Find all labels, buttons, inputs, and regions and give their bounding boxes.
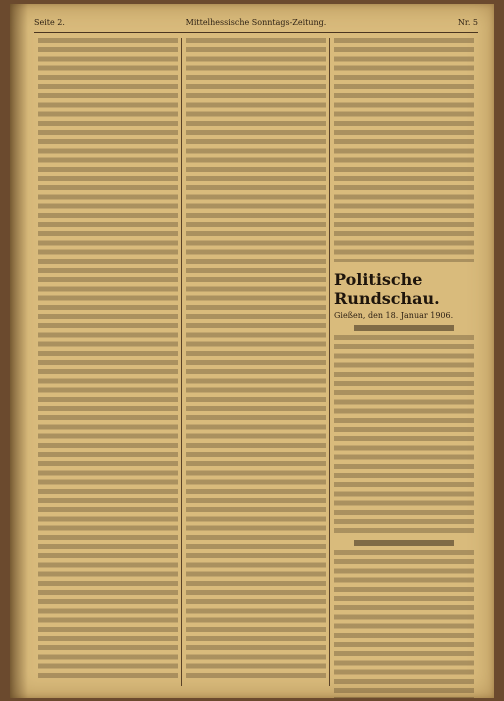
issue-number: Nr. 5	[457, 18, 478, 27]
subheading-placeholder	[354, 540, 454, 546]
column-rule	[329, 38, 330, 686]
text-block-placeholder	[38, 38, 178, 682]
page-header	[34, 16, 478, 33]
column-right	[334, 38, 474, 686]
newspaper-page	[10, 4, 494, 698]
dateline: Gießen, den 18. Januar 1906.	[334, 311, 454, 320]
page-number: Seite 2.	[34, 18, 65, 27]
section-title: Politische Rundschau.	[334, 270, 440, 308]
column-rule	[181, 38, 182, 686]
paper-title: Mittelhessische Sonntags-Zeitung.	[185, 18, 327, 27]
column-middle	[186, 38, 326, 686]
text-block-placeholder	[334, 335, 474, 535]
subheading-placeholder	[354, 325, 454, 331]
text-block-placeholder	[186, 38, 326, 682]
page-spine-shadow	[10, 4, 28, 698]
text-block-placeholder	[334, 550, 474, 698]
column-left	[38, 38, 178, 686]
text-block-placeholder	[334, 38, 474, 262]
